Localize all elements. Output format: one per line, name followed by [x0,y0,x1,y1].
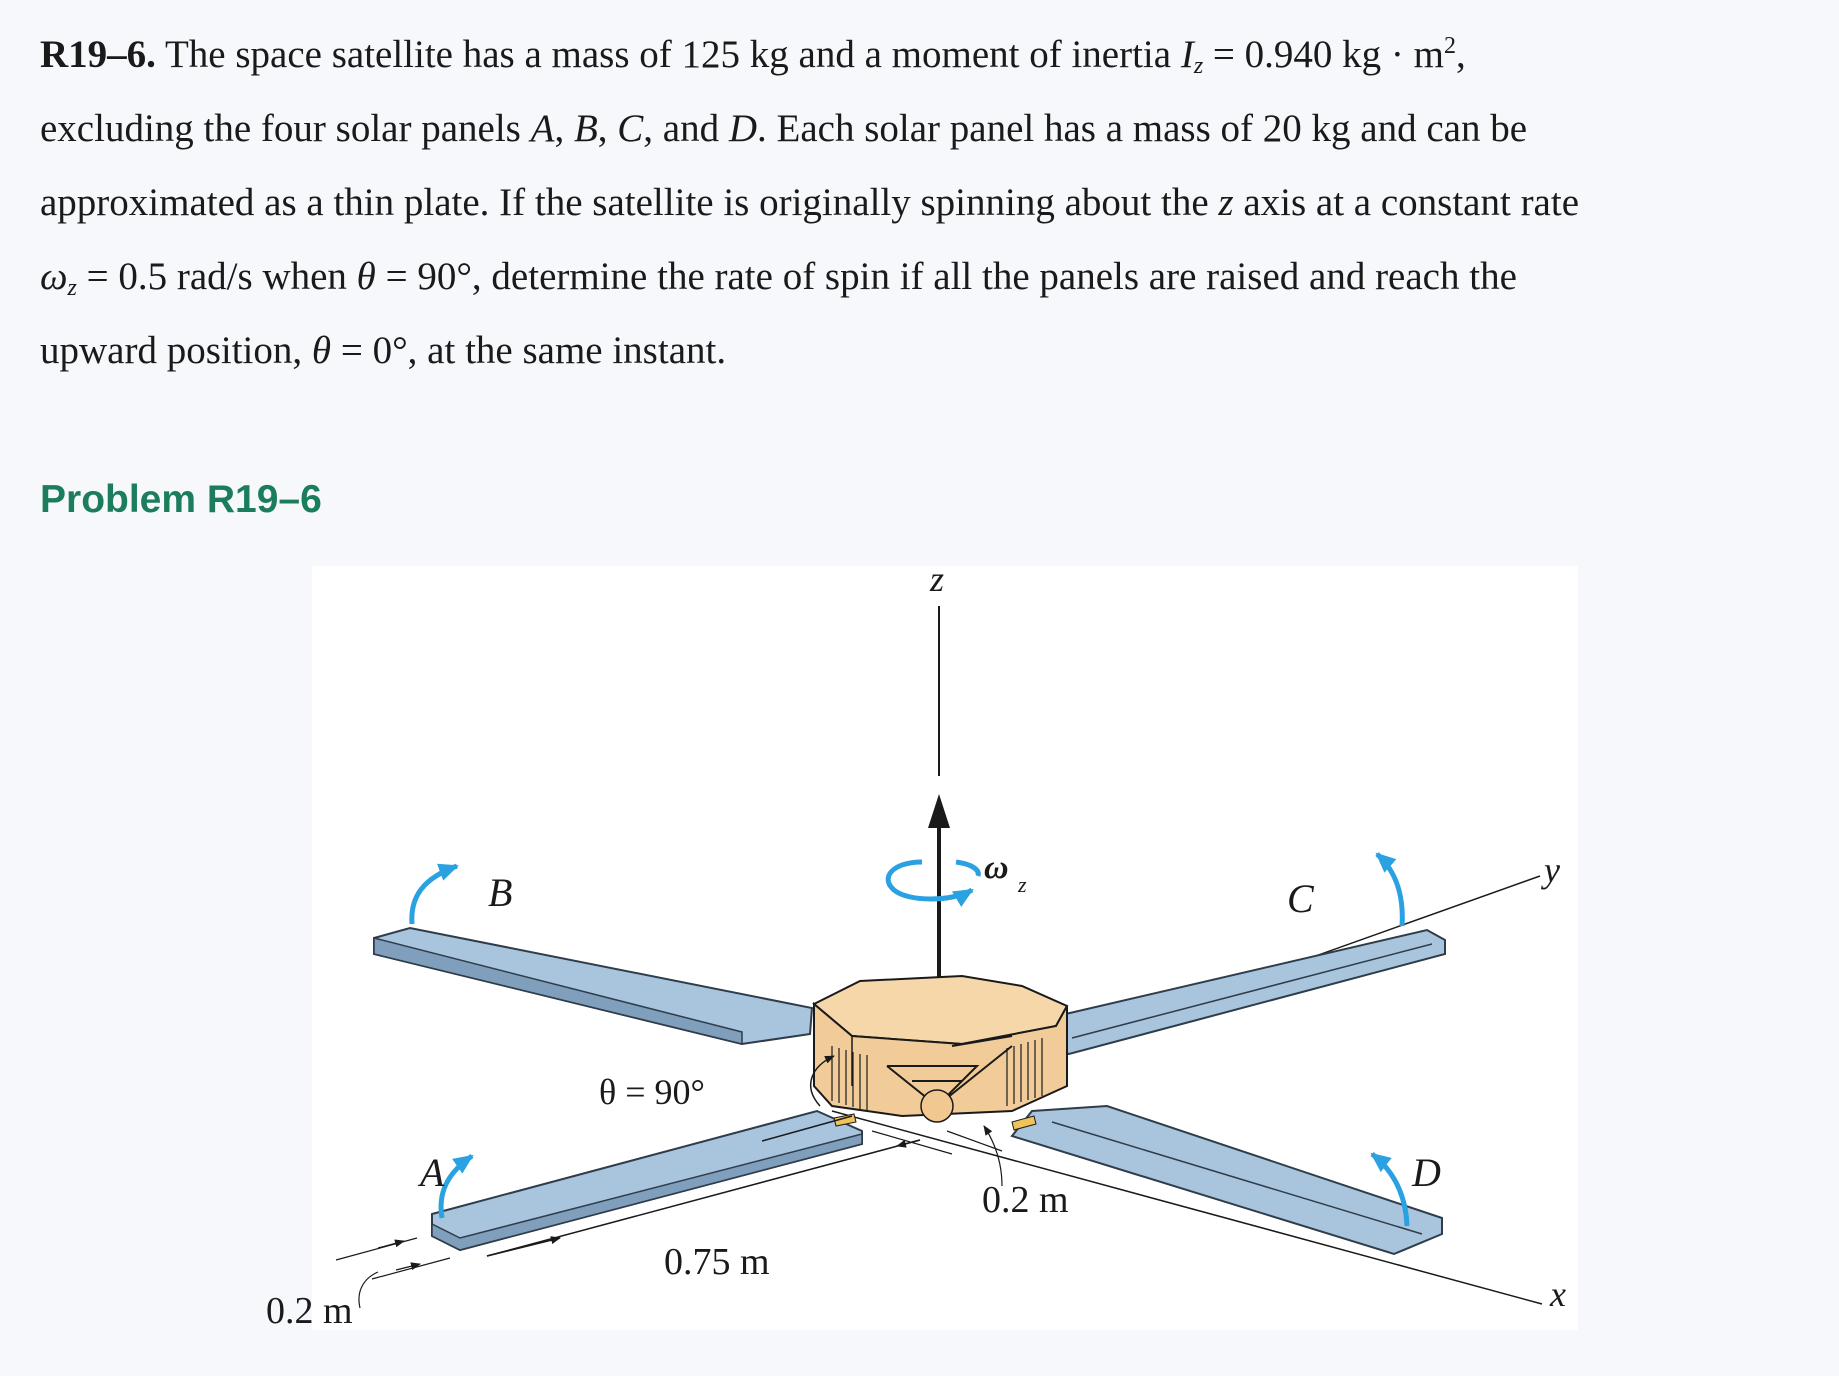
satellite-figure [266,559,1578,1332]
dim-02-center-line [947,1131,1002,1151]
symbol-A: A [530,107,555,150]
solar-panel-B [374,928,812,1044]
solar-panel-D [1012,1106,1442,1254]
problem-number: R19–6. [40,33,156,76]
symbol-theta: θ [311,329,332,372]
label-dim-02-left: 0.2 m [266,1290,353,1332]
text-span: , [597,107,618,150]
text-span: = 0.5 rad/s when [76,255,357,298]
symbol-C: C [617,107,644,150]
text-span: upward position, [40,329,312,372]
label-panel-A: A [420,1150,445,1195]
label-omega: ω [984,849,1009,886]
solar-panel-A-edge [432,1134,862,1250]
text-span: , and [643,107,729,150]
body-sphere [921,1090,953,1122]
dim-02-left-line-2 [372,1258,450,1279]
text-span: excluding the four solar panels [40,107,531,150]
text-span: = 90°, determine the rate of spin if all the panels are raised and reach the [375,255,1517,298]
text-span: = 0.940 kg · m [1203,33,1444,76]
dim-02-left-line-1 [336,1238,417,1260]
dim-075-extension [872,1131,952,1154]
symbol-theta: θ [356,255,376,298]
dim-02-left-arrow-a [378,1241,404,1248]
subscript-z: z [67,275,77,301]
label-z-axis: z [929,559,945,599]
symbol-B: B [573,107,598,150]
superscript-2: 2 [1444,33,1456,59]
problem-line-3 [40,166,1820,240]
label-panel-C: C [1287,876,1314,921]
rotation-arrow-B-icon [412,866,457,924]
problem-line-5 [40,314,1820,388]
label-y-axis: y [1544,850,1560,890]
problem-line-1 [40,18,1820,92]
label-dim-02-center: 0.2 m [982,1179,1069,1221]
omega-vector-arrowhead [928,794,950,828]
text-span: , [554,107,574,150]
symbol-omega: ω [40,255,68,298]
spin-arrow-back [956,862,978,876]
panel-D-line [1052,1122,1422,1234]
label-theta: θ = 90° [599,1072,705,1112]
label-omega-subscript: z [1018,872,1027,897]
panel-C-line [1072,944,1432,1038]
symbol-I: I [1180,33,1194,76]
dim-02-left-leader [359,1272,378,1308]
text-span: , [1456,33,1466,76]
subscript-z: z [1193,53,1204,79]
solar-panel-C [1032,930,1445,1054]
symbol-D: D [728,107,758,150]
problem-line-4 [40,240,1820,314]
spin-arrow-icon [888,862,972,899]
label-panel-D: D [1412,1150,1441,1195]
text-span: axis at a constant rate [1233,181,1580,224]
label-panel-B: B [488,870,513,915]
rotation-arrow-C-icon [1377,854,1402,926]
label-x-axis: x [1550,1274,1566,1314]
problem-heading: Problem R19–6 [40,478,322,521]
problem-statement [40,18,1820,388]
satellite-diagram [266,559,1578,1332]
text-span: The space satellite has a mass of 125 kg and a moment of inertia [164,33,1181,76]
text-span: = 0°, at the same instant. [331,329,727,372]
label-dim-075: 0.75 m [664,1241,770,1283]
problem-line-2 [40,92,1820,166]
text-span: approximated as a thin plate. If the satellite is originally spinning about the [40,181,1219,224]
text-span: . Each solar panel has a mass of 20 kg and can be [757,107,1527,150]
symbol-z: z [1218,181,1234,224]
